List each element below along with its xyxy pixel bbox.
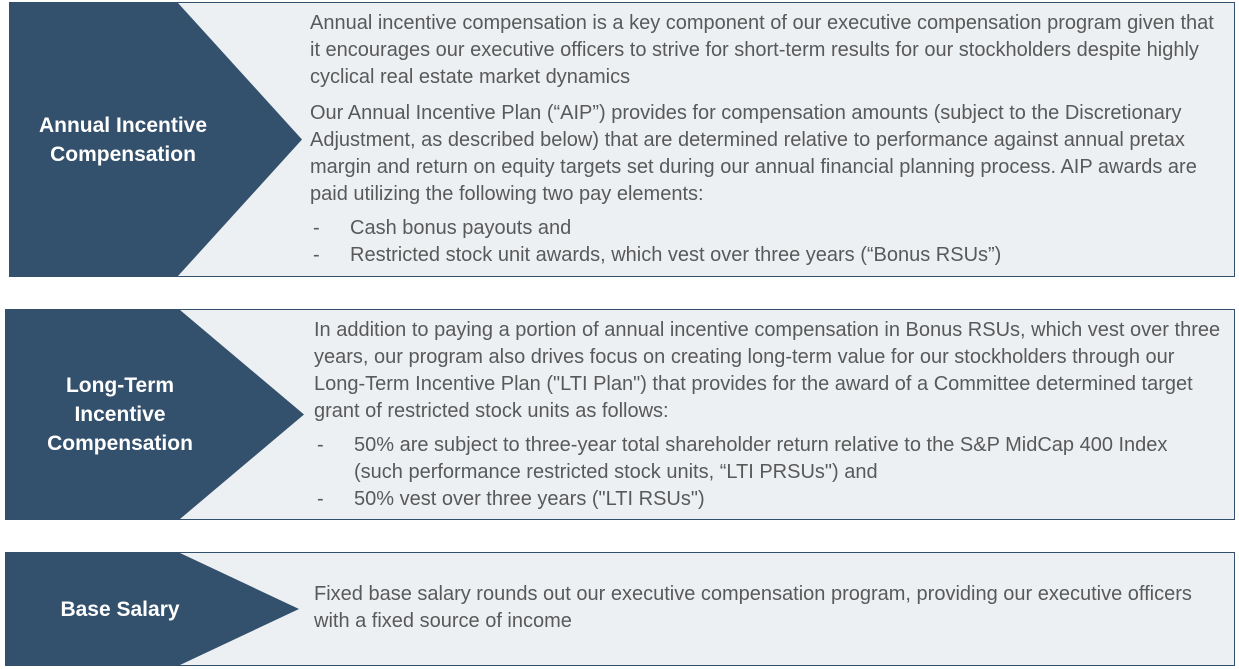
section-long-term-incentive xyxy=(5,309,1235,520)
section-content xyxy=(314,317,1224,513)
paragraph: Our Annual Incentive Plan (“AIP”) provides for compensation amounts (subject to the Discretionary Adjustment, as described below) that are determined relative to performance against annual pretax margin and return on equity targets set during our annual financial planning process. AIP awards are paid utilizing the following two pay elements: xyxy=(310,102,1197,205)
list-item: - 50% vest over three years ("LTI RSUs") xyxy=(314,486,1224,513)
paragraph: Annual incentive compensation is a key component of our executive compensation program given that it encourages our executive officers to strive for short-term results for our stockholders despite highly cyclical real estate market dynamics xyxy=(310,12,1214,88)
section-label: Annual Incentive Compensation xyxy=(38,113,208,166)
section-content xyxy=(314,581,1224,635)
list-item: - Cash bonus payouts and xyxy=(310,215,1224,242)
paragraph: Fixed base salary rounds out our executive compensation program, providing our executive officers with a fixed source of income xyxy=(314,583,1192,632)
list-item: - Restricted stock unit awards, which vest over three years (“Bonus RSUs”) xyxy=(310,242,1224,269)
bullet-list xyxy=(310,215,1224,269)
paragraph: In addition to paying a portion of annual incentive compensation in Bonus RSUs, which vest over three years, our program also drives focus on creating long-term value for our stockholders through our Long-Term Incentive Plan ("LTI Plan") that provides for the award of a Committee determined target grant of restricted stock units as follows: xyxy=(314,319,1221,422)
bullet-list xyxy=(314,432,1224,513)
section-annual-incentive xyxy=(9,2,1235,277)
section-content xyxy=(310,10,1224,269)
section-base-salary xyxy=(5,552,1235,666)
list-item: - 50% are subject to three-year total shareholder return relative to the S&P MidCap 400 Index (such performance restricted stock units, “LTI PRSUs") and xyxy=(314,432,1224,486)
section-label: Base Salary xyxy=(60,597,180,621)
section-label: Long-Term Incentive Compensation xyxy=(47,374,193,455)
